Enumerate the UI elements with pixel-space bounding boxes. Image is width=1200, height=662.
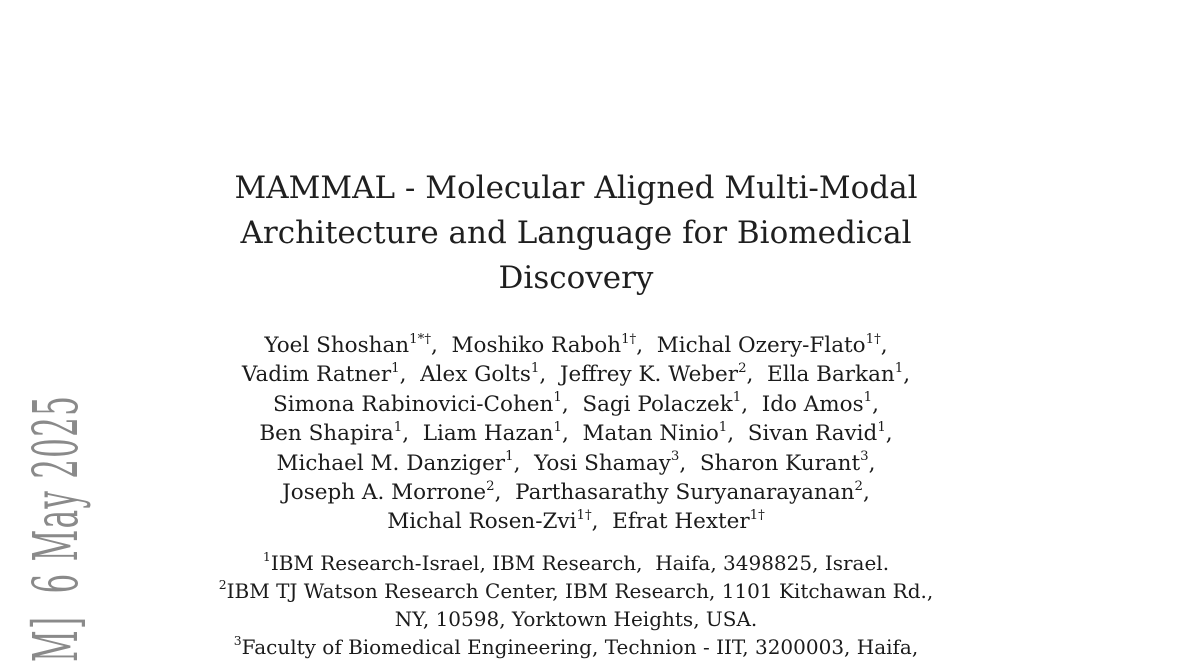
superscript: 1	[553, 419, 562, 435]
superscript: 1*†	[409, 331, 431, 347]
superscript: 3	[670, 449, 680, 465]
affiliation-line: $^3$Faculty of Biomedical Engineering, Technion - IIT, 3200003, Haifa,	[233, 633, 919, 659]
superscript: 1	[732, 390, 742, 406]
affiliation-list	[176, 549, 976, 661]
superscript: 1	[393, 419, 403, 435]
author-list	[176, 331, 976, 537]
superscript: 1†	[865, 331, 881, 347]
superscript: 1	[863, 390, 873, 406]
superscript: 1	[262, 549, 271, 565]
superscript: 1	[718, 419, 728, 435]
author-line: Yoel Shoshan$^{1*\dagger}$, Moshiko Raboh$^{1\dagger}$, Michal Ozery-Flato$^{1\dagger}$,	[264, 331, 888, 358]
superscript: 1†	[749, 507, 765, 523]
affiliation-line: $^2$IBM TJ Watson Research Center, IBM Research, 1101 Kitchawan Rd.,	[218, 577, 934, 603]
author-line: Vadim Ratner$^1$, Alex Golts$^1$, Jeffrey K. Weber$^2$, Ella Barkan$^1$,	[241, 360, 911, 388]
affiliation-line: NY, 10598, Yorktown Heights, USA.	[394, 607, 758, 631]
superscript: 1	[505, 449, 514, 465]
superscript: 1	[553, 390, 562, 406]
arxiv-watermark: M] 6 May 2025	[19, 394, 92, 662]
author-line: Michal Rosen-Zvi$^{1\dagger}$, Efrat Hexter$^{1\dagger}$	[387, 507, 765, 535]
superscript: 2	[218, 577, 227, 593]
title-line: MAMMAL - Molecular Aligned Multi-Modal	[234, 170, 918, 206]
author-line: Joseph A. Morrone$^2$, Parthasarathy Suryanarayanan$^2$,	[282, 478, 870, 506]
superscript: 1†	[576, 507, 592, 523]
superscript: 1	[894, 360, 904, 376]
superscript: 1	[877, 419, 886, 435]
superscript: 1	[530, 360, 540, 376]
author-line: Ben Shapira$^1$, Liam Hazan$^1$, Matan Ninio$^1$, Sivan Ravid$^1$,	[259, 419, 893, 447]
superscript: 3	[233, 633, 242, 649]
superscript: 3	[860, 449, 869, 465]
superscript: 2	[486, 478, 495, 494]
superscript: 2	[854, 478, 863, 494]
superscript: 1†	[621, 331, 637, 347]
author-line: Michael M. Danziger$^1$, Yosi Shamay$^3$, Sharon Kurant$^3$,	[276, 449, 876, 476]
author-line: Simona Rabinovici-Cohen$^1$, Sagi Polaczek$^1$, Ido Amos$^1$,	[272, 390, 879, 417]
superscript: 1	[391, 360, 400, 376]
superscript: 2	[738, 360, 747, 376]
title-line: Architecture and Language for Biomedical	[240, 215, 912, 251]
paper-title	[176, 166, 976, 301]
affiliation-line: $^1$IBM Research-Israel, IBM Research, Haifa, 3498825, Israel.	[262, 549, 890, 575]
title-line: Discovery	[498, 260, 654, 296]
